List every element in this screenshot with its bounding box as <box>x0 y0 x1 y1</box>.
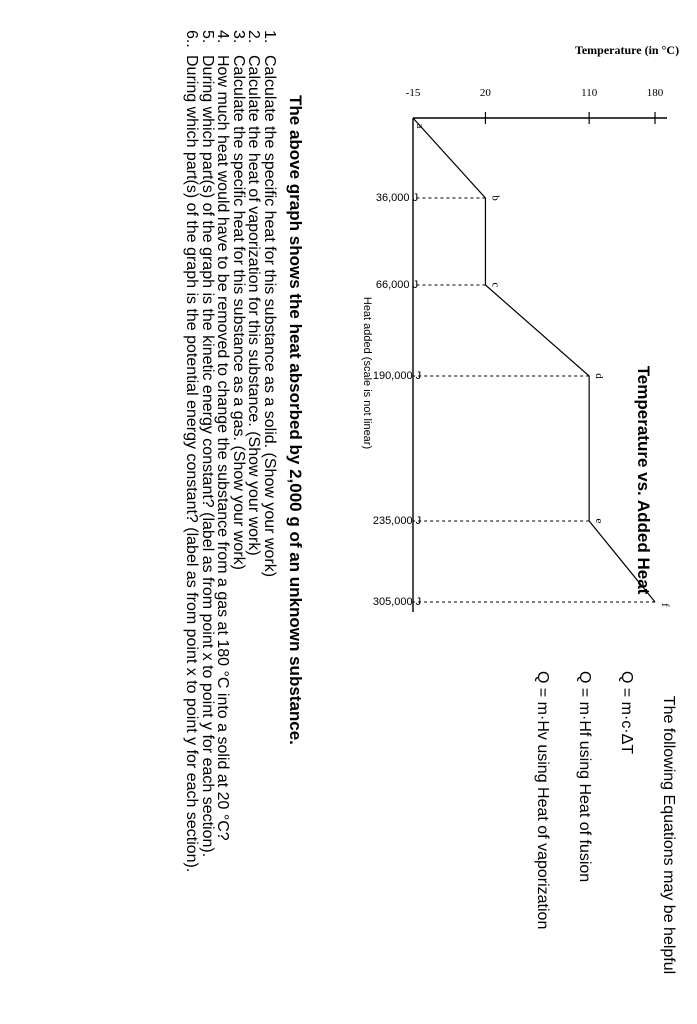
question-number: 4. <box>214 30 232 44</box>
y-axis-label: Temperature (in °C) <box>574 43 680 57</box>
x-axis-label: Heat added (scale is not linear) <box>361 296 374 450</box>
x-tick-label: 66,000 J <box>375 278 419 291</box>
question-item <box>231 30 247 1020</box>
equations-box <box>533 665 677 1005</box>
point-label-c: c <box>489 282 502 288</box>
question-text: How much heat would have to be removed to change the substance from a gas at 180 °C into a solid at 20 °C? <box>214 55 232 841</box>
y-tick-label: 180 <box>646 87 664 99</box>
x-tick-label: 305,000 J <box>372 595 422 608</box>
question-text: During which part(s) of the graph is the kinetic energy constant? (label as from point x to point y for each section). <box>199 55 216 858</box>
equation-heat-of-vaporization: Q = m·Hv using Heat of vaporization <box>534 671 551 930</box>
y-tick-label: 110 <box>581 87 598 99</box>
point-label-d: d <box>593 373 606 379</box>
question-item <box>200 30 216 1020</box>
equations-intro: The following Equations may be helpful <box>660 695 677 975</box>
question-text: Calculate the specific heat for this substance as a gas. (Show your work) <box>230 55 247 570</box>
question-number: 3. <box>230 30 247 44</box>
y-tick-label: -15 <box>405 87 421 99</box>
point-label-a: a <box>414 123 426 129</box>
x-tick-label: 36,000 J <box>375 191 419 204</box>
y-tick-label: 20 <box>479 87 491 99</box>
problem-statement: The above graph shows the heat absorbed by 2,000 g of an unknown substance. <box>286 95 305 745</box>
point-label-f: f <box>659 603 671 607</box>
point-label-e: e <box>593 518 606 524</box>
x-tick-label: 235,000 J <box>372 514 422 527</box>
x-tick-label: 190,000 J <box>372 369 422 382</box>
chart-title: Temperature vs. Added Heat <box>634 365 653 595</box>
question-text: During which part(s) of the graph is the potential energy constant? (label as from point x to point y for each section). <box>183 55 201 873</box>
heating-curve-line <box>413 118 655 602</box>
point-label-b: b <box>489 195 502 201</box>
question-item <box>262 30 278 1020</box>
question-list <box>184 30 277 1020</box>
question-number: 6.. <box>183 30 201 48</box>
question-text: Calculate the heat of vaporization for this substance. (Show your work) <box>245 55 263 556</box>
question-number: 2. <box>245 30 263 44</box>
question-item <box>215 30 231 1020</box>
question-text: Calculate the specific heat for this substance as a solid. (Show your work) <box>261 55 278 578</box>
question-item <box>246 30 262 1020</box>
equation-heat-of-fusion: Q = m·Hf using Heat of fusion <box>576 671 593 883</box>
question-number: 1. <box>261 30 278 44</box>
equation-specific-heat: Q = m·c·ΔT <box>618 671 635 755</box>
question-item <box>184 30 200 1020</box>
question-number: 5. <box>199 30 216 44</box>
